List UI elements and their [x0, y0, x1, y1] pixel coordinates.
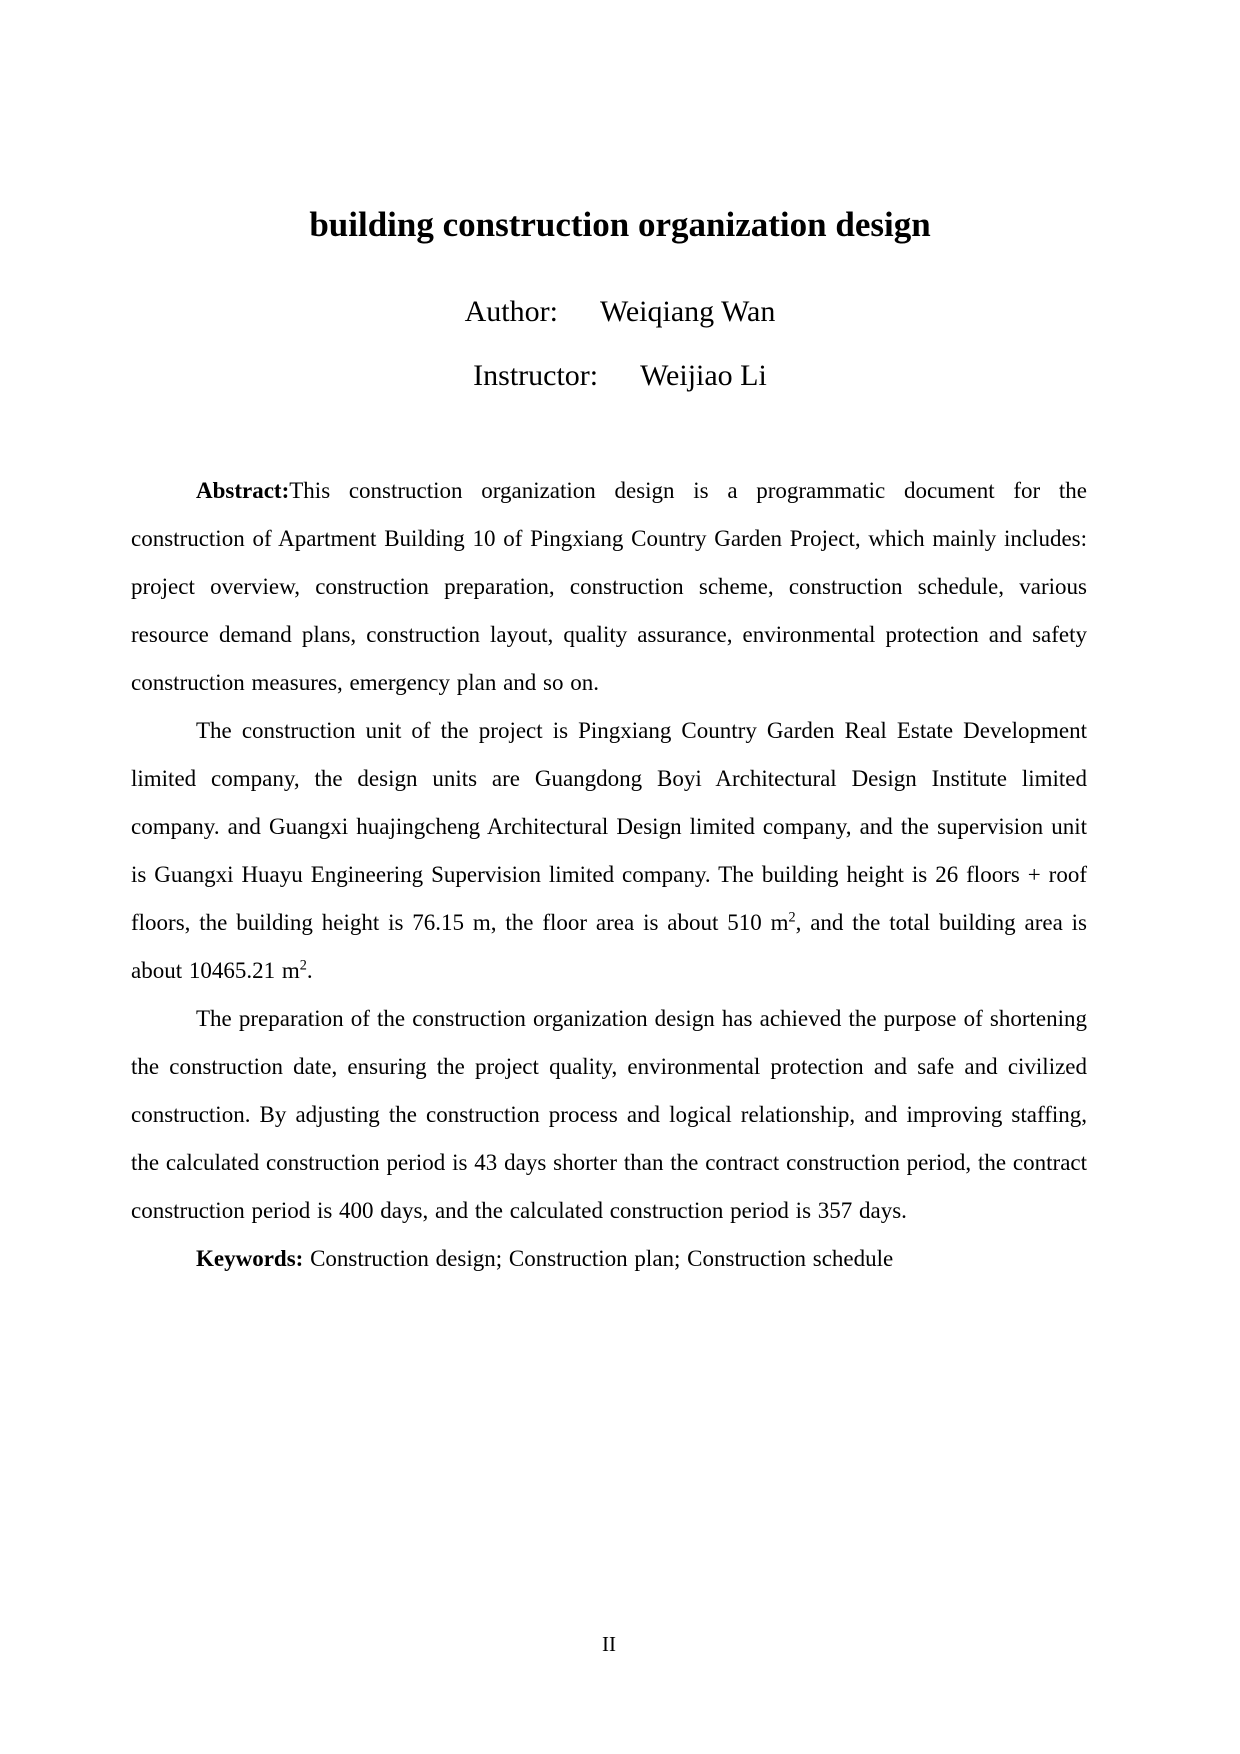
page-number: II: [602, 1632, 616, 1656]
square-meter-superscript-1: 2: [788, 909, 796, 926]
units-text-1: The construction unit of the project is Pingxiang Country Garden Real Estate Development limited company, the design units are Guangdong Boyi Architectural Design Institute limited company. and Guangxi huajingcheng Architectural Design limited company, and the supervision unit is Guangxi Huayu Engineering Supervision limited company. The building height is 26 floors + roof floors, the building height is 76.15 m, the floor area is about 510 m: [131, 718, 1087, 935]
abstract-text: This construction organization design is a programmatic document for the construction of Apartment Building 10 of Pingxiang Country Garden Project, which mainly includes: project overview, construction preparation, construction scheme, construction schedule, various resource demand plans, construction layout, quality assurance, environmental protection and safety construction measures, emergency plan and so on.: [131, 478, 1087, 695]
abstract-label: Abstract:: [196, 478, 290, 503]
units-text-2: , and the total building area is about 10465.21 m: [131, 910, 1087, 983]
instructor-name: Weijiao Li: [640, 359, 767, 392]
abstract-body: [131, 467, 1087, 1283]
paragraph-construction-units: [131, 707, 1087, 995]
author-name: Weiqiang Wan: [599, 295, 776, 328]
instructor-line: [0, 358, 1240, 394]
square-meter-superscript-2: 2: [299, 957, 307, 974]
abstract-paragraph: [131, 467, 1087, 707]
keywords-line: [131, 1235, 1087, 1283]
keywords-label: Keywords:: [196, 1246, 304, 1271]
author-line: [0, 294, 1240, 330]
instructor-label: Instructor:: [473, 359, 599, 392]
document-title: building construction organization design: [309, 205, 931, 244]
paragraph-preparation: The preparation of the construction organization design has achieved the purpose of shortening the construction date, ensuring the project quality, environmental protection and safe and civilized construction. By adjusting the construction process and logical relationship, and improving staffing, the calculated construction period is 43 days shorter than the contract construction period, the contract construction period is 400 days, and the calculated construction period is 357 days.: [131, 1006, 1087, 1223]
author-label: Author:: [464, 295, 558, 328]
keywords-text: Construction design; Construction plan; Construction schedule: [303, 1246, 894, 1271]
units-text-3: .: [306, 958, 313, 983]
